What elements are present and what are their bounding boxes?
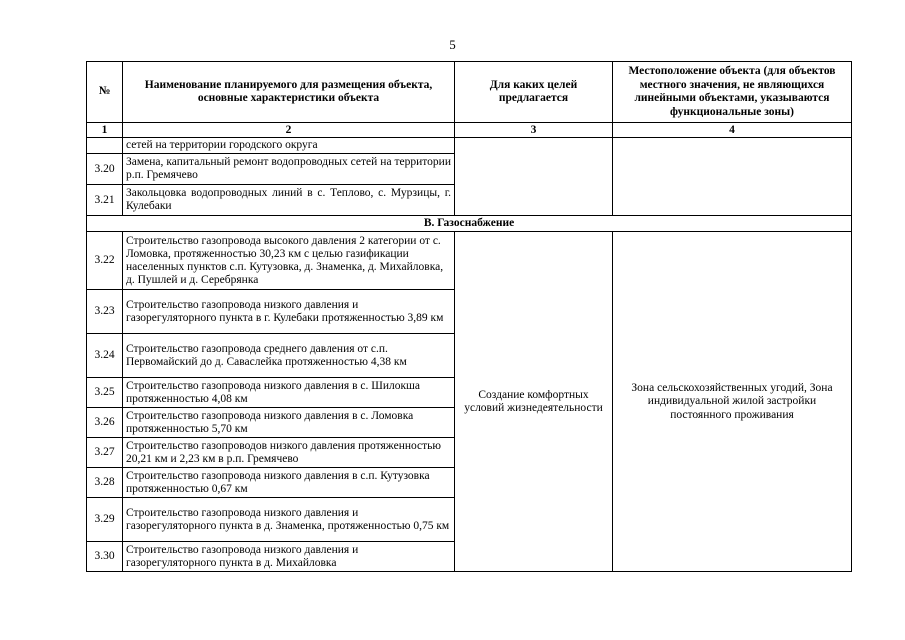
- column-number: 1: [87, 123, 123, 138]
- row-number: 3.30: [87, 542, 123, 572]
- row-number: 3.22: [87, 232, 123, 290]
- gas-purpose: Создание комфортных условий жизнедеятельности: [455, 232, 613, 572]
- row-name: Строительство газопровода среднего давления от с.п. Первомайский до д. Саваслейка протяженностью 4,38 км: [123, 334, 455, 378]
- table-row: [87, 138, 852, 154]
- table-row: [87, 232, 852, 290]
- table-header-row: [87, 62, 852, 123]
- row-number: 3.29: [87, 498, 123, 542]
- row-number: 3.23: [87, 290, 123, 334]
- row-number: 3.27: [87, 438, 123, 468]
- column-number: 3: [455, 123, 613, 138]
- row-name: Замена, капитальный ремонт водопроводных сетей на территории р.п. Гремячево: [123, 154, 455, 185]
- water-purpose-cell: [455, 138, 613, 216]
- row-name: Строительство газопровода низкого давления в с. Шилокша протяженностью 4,08 км: [123, 378, 455, 408]
- row-number: 3.24: [87, 334, 123, 378]
- row-number: 3.20: [87, 154, 123, 185]
- column-numbers-row: [87, 123, 852, 138]
- continued-row-name: сетей на территории городского округа: [123, 138, 455, 154]
- section-title: В. Газоснабжение: [87, 216, 852, 232]
- header-purpose: Для каких целей предлагается: [455, 62, 613, 123]
- row-name: Строительство газопровода высокого давления 2 категории от с. Ломовка, протяженностью 30,23 км с целью газификации населенных пунктов с.п. Кутузовка, д. Знаменка, д. Михайловка, д. Пушлей и д. Серебрянка: [123, 232, 455, 290]
- row-name: Строительство газопровода низкого давления и газорегуляторного пункта в д. Знаменка, протяженностью 0,75 км: [123, 498, 455, 542]
- page-number: 5: [449, 37, 456, 52]
- row-number: 3.21: [87, 185, 123, 216]
- section-row: [87, 216, 852, 232]
- row-name: Строительство газопровода низкого давления в с. Ломовка протяженностью 5,70 км: [123, 408, 455, 438]
- row-name: Строительство газопроводов низкого давления протяженностью 20,21 км и 2,23 км в р.п. Гремячево: [123, 438, 455, 468]
- column-number: 2: [123, 123, 455, 138]
- row-name: Закольцовка водопроводных линий в с. Теплово, с. Мурзицы, г. Кулебаки: [123, 185, 455, 216]
- row-name: Строительство газопровода низкого давления и газорегуляторного пункта в г. Кулебаки протяженностью 3,89 км: [123, 290, 455, 334]
- row-number: 3.25: [87, 378, 123, 408]
- water-location-cell: [613, 138, 852, 216]
- row-number: 3.26: [87, 408, 123, 438]
- row-number: 3.28: [87, 468, 123, 498]
- header-location: Местоположение объекта (для объектов местного значения, не являющихся линейными объектами, указываются функциональные зоны): [613, 62, 852, 123]
- header-name: Наименование планируемого для размещения объекта, основные характеристики объекта: [123, 62, 455, 123]
- row-name: Строительство газопровода низкого давления в с.п. Кутузовка протяженностью 0,67 км: [123, 468, 455, 498]
- header-num: №: [87, 62, 123, 123]
- gas-location: Зона сельскохозяйственных угодий, Зона индивидуальной жилой застройки постоянного проживания: [613, 232, 852, 572]
- row-name: Строительство газопровода низкого давления и газорегуляторного пункта в д. Михайловка: [123, 542, 455, 572]
- objects-table: [86, 61, 852, 572]
- column-number: 4: [613, 123, 852, 138]
